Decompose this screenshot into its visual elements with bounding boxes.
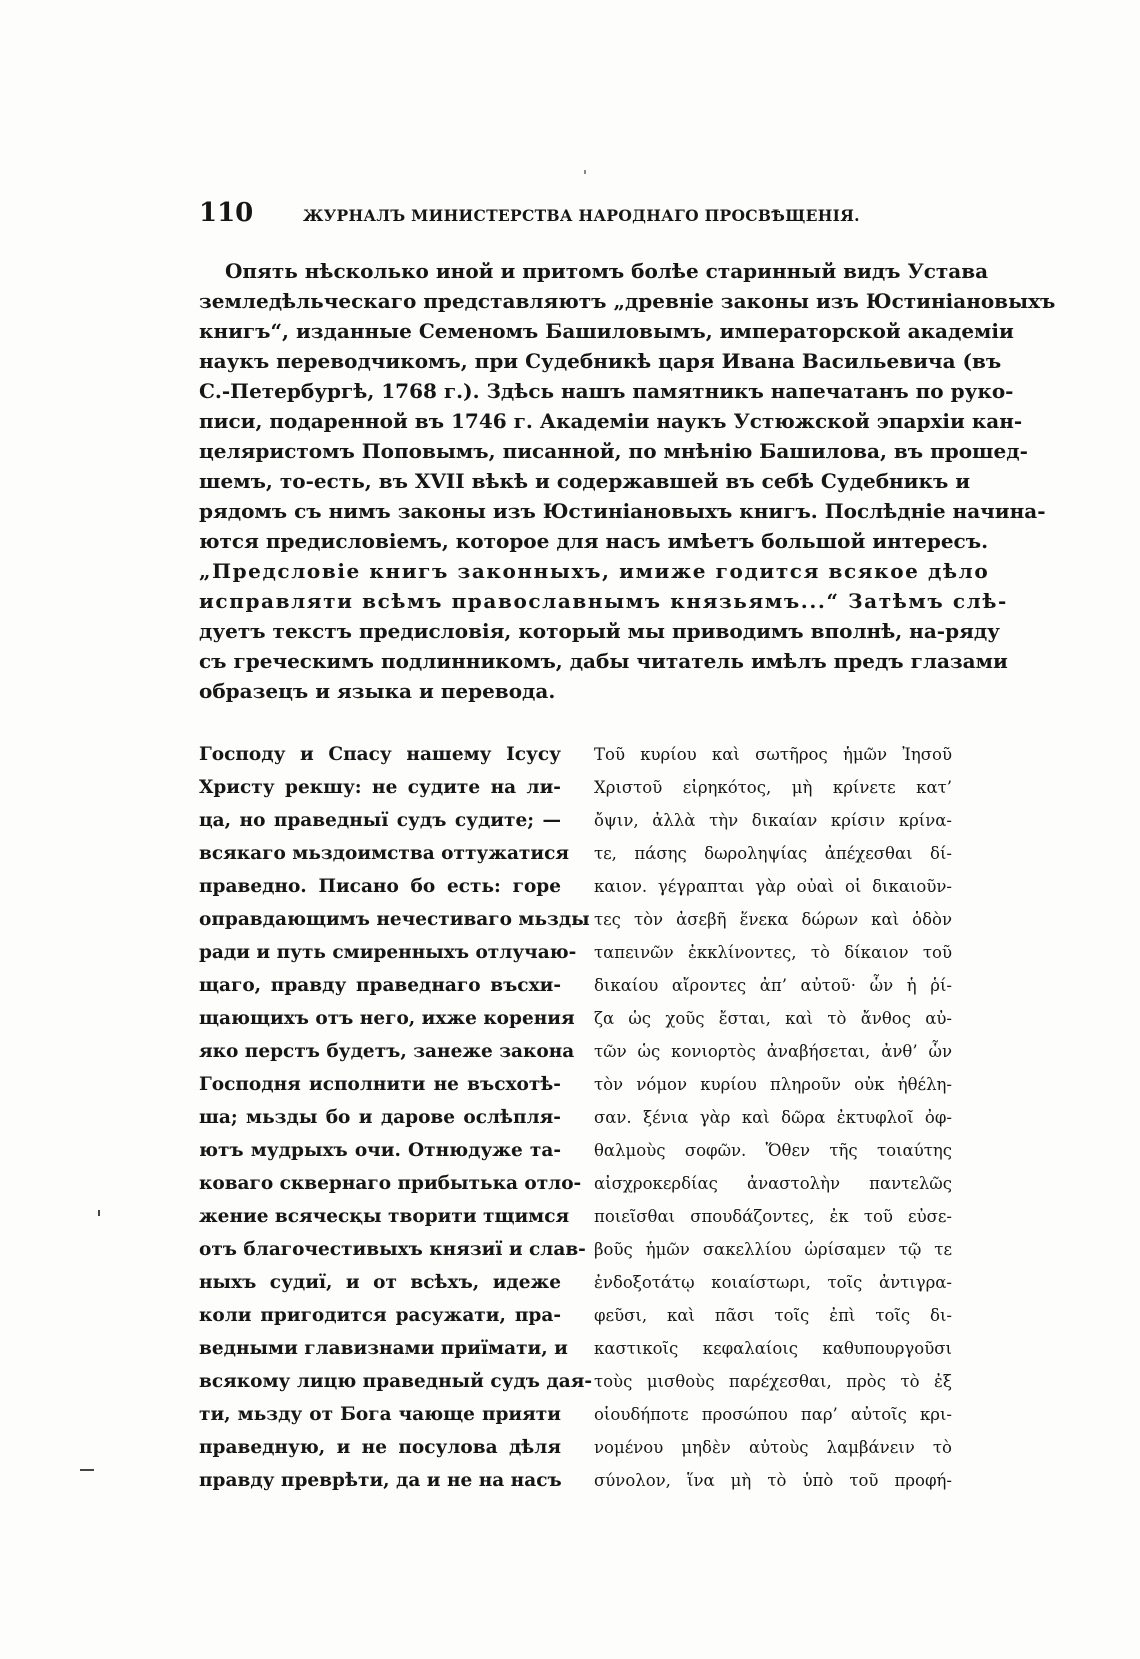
text-line: ὄψιν, ἀλλὰ τὴν δικαίαν κρίσιν κρίνα- [594, 811, 952, 830]
text-line: σαν. ξένια γὰρ καὶ δῶρα ἐκτυφλοῖ ὀφ- [594, 1108, 952, 1127]
text-line: Χριστοῦ εἰρηκότος, μὴ κρίνετε κατ’ [594, 778, 952, 797]
text-line: ютъ мудрыхъ очи. Отнюдуже та- [199, 1140, 561, 1161]
text-line: ныхъ судиї, и от всѣхъ, идеже [199, 1272, 561, 1293]
text-line: τες τὸν ἀσεβῆ ἕνεκα δώρων καὶ ὁδὸν [594, 910, 952, 929]
text-line: всякаго мьздоимства оттужатися [199, 843, 570, 864]
text-line: καιον. γέγραπται γὰρ οὐαὶ οἱ δικαιοῦν- [594, 877, 952, 896]
text-line: Опять нѣсколько иной и притомъ болѣе старинный видъ Устава [225, 259, 989, 283]
text-line: ἐνδοξοτάτῳ κοιαίστωρι, τοῖς ἀντιγρα- [594, 1273, 952, 1292]
text-line: αἰσχροκερδίας ἀναστολὴν παντελῶς [594, 1174, 952, 1193]
text-line: δικαίου αἴροντες ἀπ’ αὐτοῦ· ὧν ἡ ῥί- [594, 976, 952, 995]
text-line: рядомъ съ нимъ законы изъ Юстиніановыхъ книгъ. Послѣдніе начина- [199, 499, 1046, 523]
text-line: φεῦσι, καὶ πᾶσι τοῖς ἐπὶ τοῖς δι- [594, 1306, 952, 1325]
intro-paragraph [199, 256, 1056, 706]
text-line: съ греческимъ подлинникомъ, дабы читатель имѣлъ предъ глазами [199, 649, 1008, 673]
page-number: 110 [199, 198, 254, 228]
text-line: Господу и Спасу нашему Ісусу [199, 744, 561, 765]
text-line: земледѣльческаго представляютъ „древніе законы изъ Юстиніановыхъ [199, 289, 1056, 313]
text-line: ются предисловіемъ, которое для насъ имѣетъ большой интересъ. [199, 529, 989, 553]
text-line: καστικοῖς κεφαλαίοις καθυπουργοῦσι [594, 1339, 952, 1358]
text-line: νομένου μηδὲν αὐτοὺς λαμβάνειν τὸ [594, 1438, 952, 1457]
text-line: θαλμοὺς σοφῶν. Ὅθεν τῆς τοιαύτης [594, 1141, 952, 1160]
text-line: ποιεῖσθαι σπουδάζοντες, ἐκ τοῦ εὐσε- [594, 1207, 952, 1226]
text-line: Господня исполнити не въсхотѣ- [199, 1074, 561, 1095]
text-line: коваго сквернаго прибытька отло- [199, 1173, 582, 1194]
text-line: τε, πάσης δωροληψίας ἀπέχεσθαι δί- [594, 844, 952, 863]
text-line: ша; мьзды бо и дарове ослѣпля- [199, 1107, 561, 1128]
text-line: τὸν νόμον κυρίου πληροῦν οὐκ ἠθέλη- [594, 1075, 952, 1094]
text-line: наукъ переводчикомъ, при Судебникѣ царя Ивана Васильевича (въ [199, 349, 1002, 373]
text-line: ти, мьзду от Бога чающе прияти [199, 1404, 561, 1425]
text-line: правду преврѣти, да и не на насъ [199, 1470, 562, 1491]
text-line: книгъ“, изданные Семеномъ Башиловымъ, императорской академіи [199, 319, 1014, 343]
text-line: праведно. Писано бо есть: горе [199, 876, 561, 897]
text-line: Христу рекшу: не судите на ли- [199, 777, 561, 798]
text-line: жение всячесқы творити тщимся [199, 1206, 570, 1227]
text-line: ради и путь смиренныхъ отлучаю- [199, 942, 577, 963]
text-line: τοὺς μισθοὺς παρέχεσθαι, πρὸς τὸ ἐξ [594, 1372, 952, 1391]
text-line: οἱουδήποτε προσώπου παρ’ αὐτοῖς κρι- [594, 1405, 952, 1424]
text-line: щаго, правду праведнаго въсхи- [199, 975, 561, 996]
scan-speck [584, 170, 586, 174]
scan-speck [98, 1210, 100, 1216]
text-line: писи, подаренной въ 1746 г. Академіи наукъ Устюжской эпархіи кан- [199, 409, 1023, 433]
slavonic-column [199, 738, 593, 1497]
text-line: ца, но праведныї судъ судите; — [199, 810, 561, 831]
text-line: τῶν ὡς κονιορτὸς ἀναβήσεται, ἀνθ’ ὧν [594, 1042, 952, 1061]
text-line: оправдающимъ нечестиваго мьзды [199, 909, 590, 930]
text-line: коли пригодится расужати, пра- [199, 1305, 561, 1326]
text-line: ζα ὡς χοῦς ἔσται, καὶ τὸ ἄνθος αὐ- [594, 1009, 952, 1028]
text-line: щающихъ отъ него, ихже корения [199, 1008, 575, 1029]
page-header [199, 198, 951, 232]
text-line: всякому лицю праведный судъ дая- [199, 1371, 593, 1392]
text-line: яко перстъ будетъ, занеже закона [199, 1041, 575, 1062]
text-line: шемъ, то-есть, въ XVII вѣкѣ и содержавшей въ себѣ Судебникъ и [199, 469, 971, 493]
text-line: ведными главизнами приїмати, и [199, 1338, 568, 1359]
text-line: праведную, и не посулова дѣля [199, 1437, 561, 1458]
greek-column [594, 738, 952, 1497]
running-title: ЖУРНАЛЪ МИНИСТЕРСТВА НАРОДНАГО ПРОСВѢЩЕНІЯ. [303, 206, 860, 225]
text-line: βοῦς ἡμῶν σακελλίου ὡρίσαμεν τῷ τε [594, 1240, 952, 1259]
scan-speck [80, 1469, 94, 1471]
text-line: ταπεινῶν ἐκκλίνοντες, τὸ δίκαιον τοῦ [594, 943, 952, 962]
text-line: дуетъ текстъ предисловія, который мы приводимъ вполнѣ, на-ряду [199, 619, 1000, 643]
text-line: σύνολον, ἵνα μὴ τὸ ὑπὸ τοῦ προφή- [594, 1471, 952, 1490]
text-line: исправляти всѣмъ православнымъ князьямъ...“ Затѣмъ слѣ- [199, 589, 1008, 613]
text-line: „Предсловіе книгъ законныхъ, имиже годится всякое дѣло [199, 559, 990, 583]
text-line: образецъ и языка и перевода. [199, 679, 556, 703]
text-line: Τοῦ κυρίου καὶ σωτῆρος ἡμῶν Ἰησοῦ [594, 745, 952, 764]
text-line: С.-Петербургѣ, 1768 г.). Здѣсь нашъ памятникъ напечатанъ по руко- [199, 379, 1014, 403]
text-line: отъ благочестивыхъ князиї и слав- [199, 1239, 586, 1260]
text-line: целяристомъ Поповымъ, писанной, по мнѣнію Башилова, въ прошед- [199, 439, 1028, 463]
